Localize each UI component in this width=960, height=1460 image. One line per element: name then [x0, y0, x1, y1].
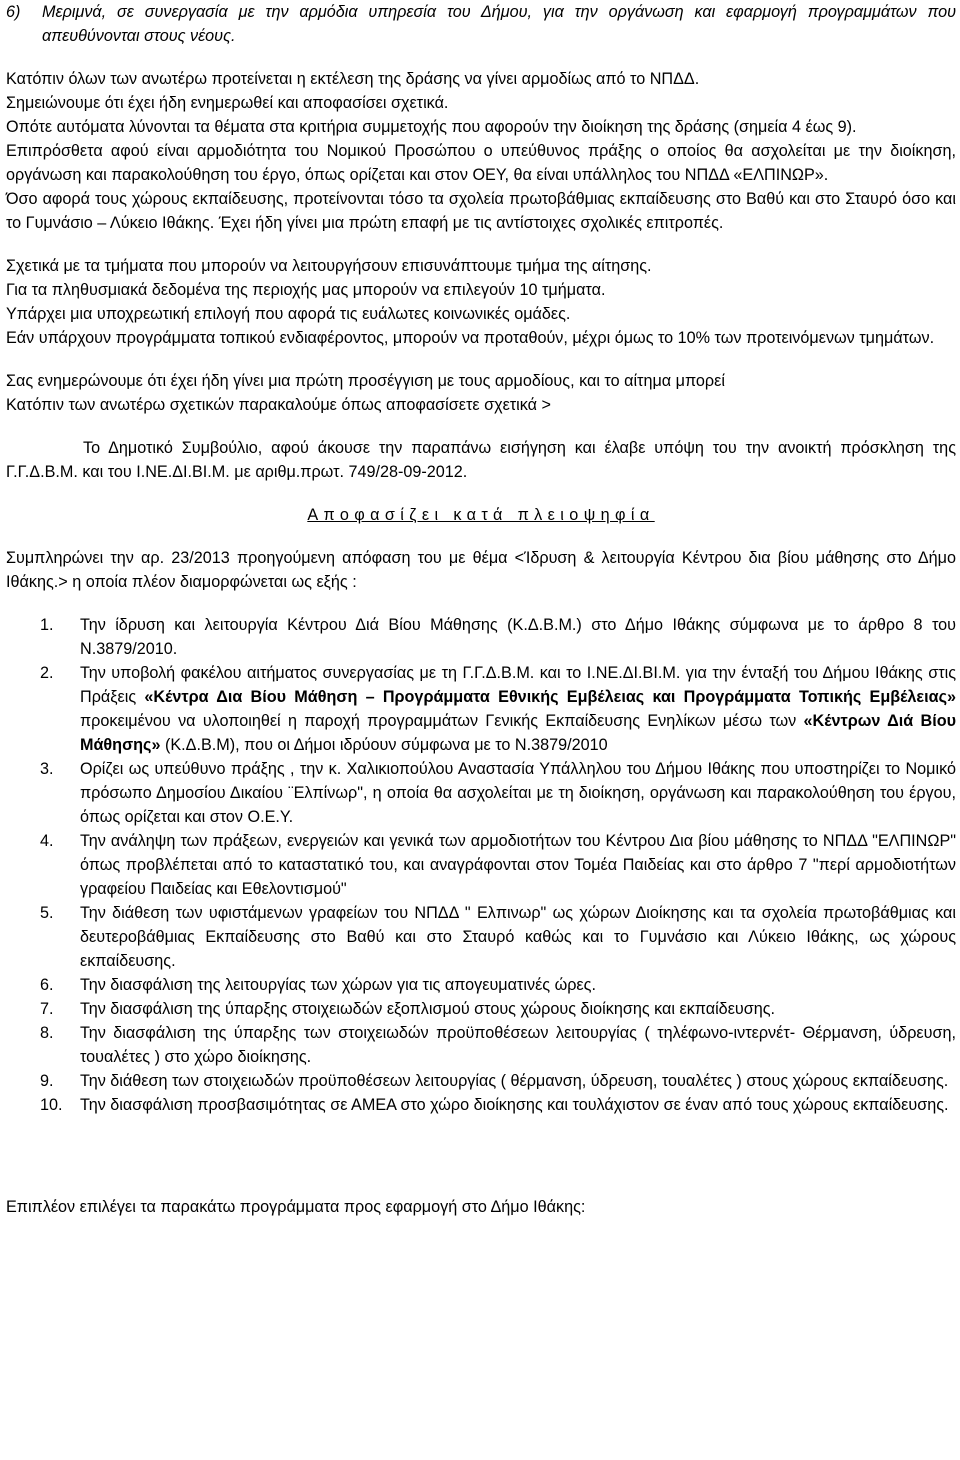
list-item [6, 757, 956, 829]
item-number: 6) [6, 3, 21, 21]
paragraph-programs-selected: Επιπλέον επιλέγει τα παρακάτω προγράμματα προς εφαρμογή στο Δήμο Ιθάκης: [6, 1198, 586, 1216]
list-number: 5. [40, 904, 54, 922]
list-text: Ορίζει ως υπεύθυνο πράξης , την κ. Χαλικιοπούλου Αναστασία Υπάλληλου του Δήμου Ιθάκης που υποστηρίζει το Νομικό πρόσωπο Δημοσίου Δικαίου ¨Ελπίνωρ", η οποία θα ασχολείται με τη διοίκηση, οργάνωση και παρακολούθηση του έργου, όπως ορίζεται και στον Ο.Ε.Υ. [80, 760, 956, 826]
list-text: Την διασφάλιση της λειτουργίας των χώρων για τις απογευματινές ώρες. [80, 976, 596, 994]
list-item [6, 901, 956, 973]
list-item [6, 661, 956, 757]
list-text-bold: «Κέντρα Δια Βίου Μάθηση – Προγράμματα Εθνικής Εμβέλειας και Προγράμματα Τοπικής Εμβέλειας» [144, 688, 956, 706]
paragraph-council: Το Δημοτικό Συμβούλιο, αφού άκουσε την παραπάνω εισήγηση και έλαβε υπόψη του την ανοικτή πρόσκληση της Γ.Γ.Δ.Β.Μ. και του Ι.ΝΕ.ΔΙ.ΒΙ.Μ. με αριθμ.πρωτ. 749/28-09-2012. [6, 439, 956, 481]
list-item [6, 1069, 956, 1093]
document-page [6, 0, 956, 1219]
list-text: Την διασφάλιση προσβασιμότητας σε ΑΜΕΑ στο χώρο διοίκησης και τουλάχιστον σε έναν από τους χώρους εκπαίδευσης. [80, 1096, 949, 1114]
list-text: Την διασφάλιση της ύπαρξης των στοιχειωδών προϋποθέσεων λειτουργίας ( τηλέφωνο-ιντερνέτ- Θέρμανση, ύδρευση, τουαλέτες ) στο χώρο διοίκησης. [80, 1024, 956, 1066]
list-text: Την ανάληψη των πράξεων, ενεργειών και γενικά των αρμοδιοτήτων του Κέντρου Δια βίου μάθησης το ΝΠΔΔ "ΕΛΠΙΝΩΡ" όπως προβλέπεται από το καταστατικό του, και αναγράφονται στον Τομέα Παιδείας και στο άρθρο 7 "περί αρμοδιοτήτων γραφείου Παιδείας και Εθελοντισμού" [80, 832, 956, 898]
paragraph-local-programs: Εάν υπάρχουν προγράμματα τοπικού ενδιαφέροντος, μπορούν να προταθούν, μέχρι όμως το 10% των προτεινόμενων τμημάτων. [6, 329, 935, 347]
decision-heading: Αποφασίζει κατά πλειοψηφία [307, 506, 655, 524]
list-text-part: Την υποβολή φακέλου αιτήματος συνεργασίας με τη Γ.Γ.Δ.Β.Μ. και το Ι.ΝΕ.ΔΙ.ΒΙ.Μ. για την ένταξή του Δήμου Ιθάκης στις Πράξεις [80, 664, 956, 706]
paragraph-supplement: Συμπληρώνει την αρ. 23/2013 προηγούμενη απόφαση του με θέμα <Ίδρυση & λειτουργία Κέντρου δια βίου μάθησης στο Δήμο Ιθάκης.> η οποία πλέον διαμορφώνεται ως εξής : [6, 549, 956, 591]
list-number: 4. [40, 832, 54, 850]
paragraph-informed: Σημειώνουμε ότι έχει ήδη ενημερωθεί και αποφασίσει σχετικά. [6, 94, 449, 112]
list-number: 2. [40, 664, 54, 682]
list-number: 10. [40, 1096, 63, 1114]
paragraph-criteria: Οπότε αυτόματα λύνονται τα θέματα στα κριτήρια συμμετοχής που αφορούν την διοίκηση της δράσης (σημεία 4 έως 9). [6, 118, 857, 136]
list-number: 1. [40, 616, 54, 634]
paragraph-population: Για τα πληθυσμιακά δεδομένα της περιοχής μας μπορούν να επιλεγούν 10 τμήματα. [6, 281, 606, 299]
list-item [6, 829, 956, 901]
list-text: Την ίδρυση και λειτουργία Κέντρου Διά Βίου Μάθησης (Κ.Δ.Β.Μ.) στο Δήμο Ιθάκης σύμφωνα με το άρθρο 8 του Ν.3879/2010. [80, 616, 956, 658]
list-text: Την διάθεση των στοιχειωδών προϋποθέσεων λειτουργίας ( θέρμανση, ύδρευση, τουαλέτες ) στους χώρους εκπαίδευσης. [80, 1072, 949, 1090]
list-item [6, 997, 956, 1021]
list-number: 3. [40, 760, 54, 778]
numbered-item-6 [6, 0, 956, 48]
item-text: Μεριμνά, σε συνεργασία με την αρμόδια υπηρεσία του Δήμου, για την οργάνωση και εφαρμογή προγραμμάτων που απευθύνονται στους νέους. [42, 3, 956, 45]
list-text [80, 661, 956, 757]
list-text: Την διάθεση των υφιστάμενων γραφείων του ΝΠΔΔ " Ελπινωρ" ως χώρων Διοίκησης και τα σχολεία πρωτοβάθμιας και δευτεροβάθμιας Εκπαίδευσης στο Βαθύ και στο Σταυρό καθώς και το Γυμνάσιο και Λύκειο Ιθάκης, ως χώρους εκπαίδευσης. [80, 904, 956, 970]
list-text-bold: «Κέντρων Διά Βίου Μάθησης» [80, 712, 957, 754]
list-number: 9. [40, 1072, 54, 1090]
paragraph-sections: Σχετικά με τα τμήματα που μπορούν να λειτουργήσουν επισυνάπτουμε τμήμα της αίτησης. [6, 257, 652, 275]
list-item [6, 1021, 956, 1069]
decision-list [6, 613, 956, 1117]
list-number: 7. [40, 1000, 54, 1018]
list-text: Την διασφάλιση της ύπαρξης στοιχειωδών εξοπλισμού στους χώρους διοίκησης και εκπαίδευσης. [80, 1000, 776, 1018]
paragraph-mandatory: Υπάρχει μια υποχρεωτική επιλογή που αφορά τις ευάλωτες κοινωνικές ομάδες. [6, 305, 571, 323]
list-number: 8. [40, 1024, 54, 1042]
list-item [6, 613, 956, 661]
list-item [6, 973, 956, 997]
paragraph-approach: Σας ενημερώνουμε ότι έχει ήδη γίνει μια πρώτη προσέγγιση με τους αρμοδίους, και το αίτημα μπορεί [6, 372, 725, 390]
paragraph-responsible: Επιπρόσθετα αφού είναι αρμοδιότητα του Νομικού Προσώπου ο υπεύθυνος πράξης ο οποίος θα ασχολείται με την διοίκηση, οργάνωση και παρακολούθηση του έργο, όπως ορίζεται και στον ΟΕΥ, θα είναι υπάλληλος του ΝΠΔΔ «ΕΛΠΙΝΩΡ». [6, 142, 956, 184]
paragraph-training-spaces: Όσο αφορά τους χώρους εκπαίδευσης, προτείνονται τόσο τα σχολεία πρωτοβάθμιας εκπαίδευσης στο Βαθύ και στο Σταυρό όσο και το Γυμνάσιο – Λύκειο Ιθάκης. Έχει ήδη γίνει μια πρώτη επαφή με τις αντίστοιχες σχολικές επιτροπές. [6, 190, 956, 232]
paragraph-request-decision: Κατόπιν των ανωτέρω σχετικών παρακαλούμε όπως αποφασίσετε σχετικά > [6, 396, 551, 414]
paragraph-proposal: Κατόπιν όλων των ανωτέρω προτείνεται η εκτέλεση της δράσης να γίνει αρμοδίως από το ΝΠΔΔ. [6, 70, 700, 88]
list-number: 6. [40, 976, 54, 994]
list-item [6, 1093, 956, 1117]
list-text-part: (Κ.Δ.Β.Μ), που οι Δήμοι ιδρύουν σύμφωνα με το Ν.3879/2010 [160, 736, 608, 754]
list-text-part: προκειμένου να υλοποιηθεί η παροχή προγραμμάτων Γενικής Εκπαίδευσης Ενηλίκων μέσω των [80, 712, 804, 730]
